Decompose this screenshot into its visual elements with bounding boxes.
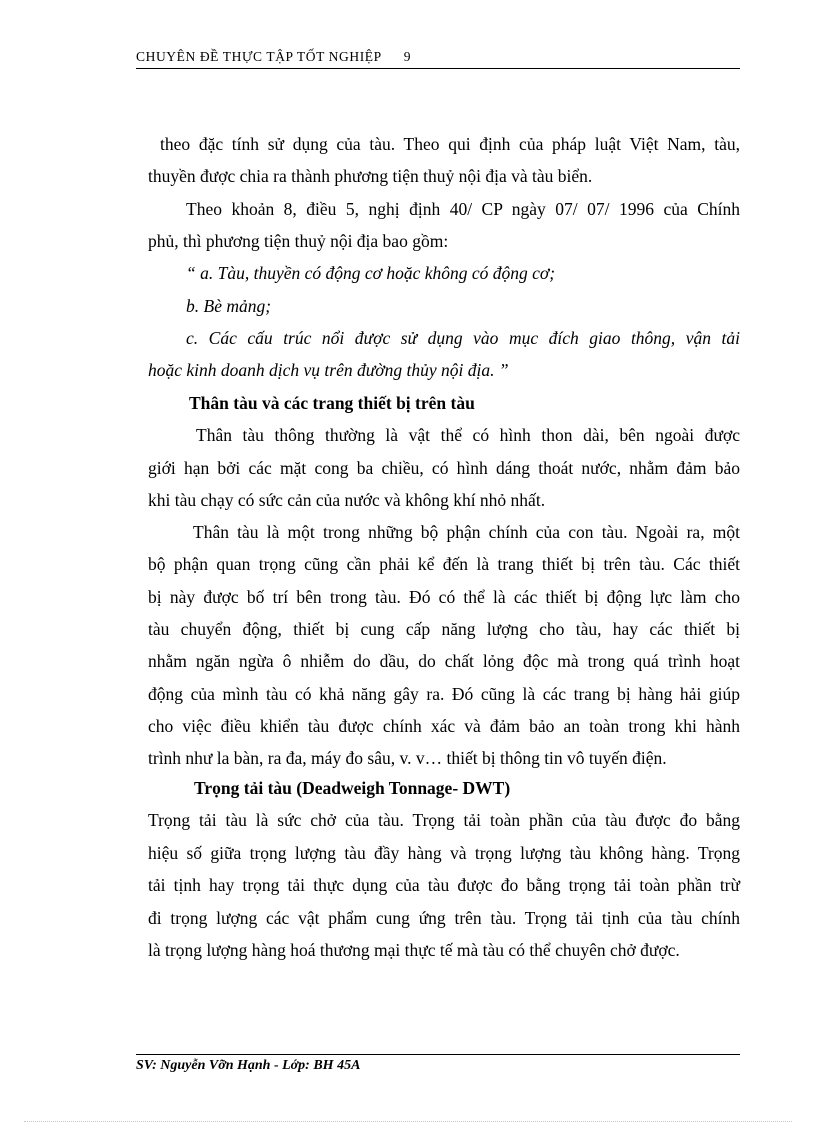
body-line: bộ phận quan trọng cũng cần phải kể đến là trang thiết bị trên tàu. Các thiết [148,554,740,574]
body-line: Thân tàu thông thường là vật thể có hình thon dài, bên ngoài được [196,425,740,445]
quote-line: c. Các cấu trúc nổi được sử dụng vào mục đích giao thông, vận tải [186,328,740,348]
body-line: theo đặc tính sử dụng của tàu. Theo qui định của pháp luật Việt Nam, tàu, [160,134,740,154]
quote-line: hoặc kinh doanh dịch vụ trên đường thủy nội địa. ” [148,360,509,380]
footer-text: SV: Nguyễn Vỡn Hạnh - Lớp: BH 45A [136,1058,361,1073]
body-line: tải tịnh hay trọng tải thực dụng của tàu được đo bằng trọng tải toàn phần trừ [148,875,740,895]
body-line: phủ, thì phương tiện thuỷ nội địa bao gồm: [148,231,449,251]
body-line: hiệu số giữa trọng lượng tàu đầy hàng và trọng lượng tàu không hàng. Trọng [148,843,740,863]
body-line: thuyền được chia ra thành phương tiện thuỷ nội địa và tàu biển. [148,166,593,186]
page-header [136,49,740,69]
body-line: là trọng lượng hàng hoá thương mại thực tế mà tàu có thể chuyên chở được. [148,940,680,960]
quote-line: “ a. Tàu, thuyền có động cơ hoặc không có động cơ; [186,263,556,283]
body-line: động của mình tàu có khả năng gây ra. Đó cũng là các trang bị hàng hải giúp [148,684,740,704]
header-title: CHUYÊN ĐỀ THỰC TẬP TỐT NGHIỆP [136,49,382,64]
body-line: trình như la bàn, ra đa, máy đo sâu, v. v… thiết bị thông tin vô tuyến điện. [148,748,667,768]
body-line: bị này được bố trí bên trong tàu. Đó có thể là các thiết bị động lực làm cho [148,587,740,607]
section-heading: Thân tàu và các trang thiết bị trên tàu [189,393,475,413]
body-line: tàu chuyển động, thiết bị cung cấp năng lượng cho tàu, hay các thiết bị [148,619,740,639]
body-line: Thân tàu là một trong những bộ phận chính của con tàu. Ngoài ra, một [193,522,740,542]
body-line: nhằm ngăn ngừa ô nhiễm do dầu, do chất lỏng độc mà trong quá trình hoạt [148,651,740,671]
body-line: cho việc điều khiển tàu được chính xác và đảm bảo an toàn trong khi hành [148,716,740,736]
section-heading: Trọng tải tàu (Deadweigh Tonnage- DWT) [194,778,511,798]
page-footer [136,1054,740,1074]
body-line: Theo khoản 8, điều 5, nghị định 40/ CP ngày 07/ 07/ 1996 của Chính [186,199,740,219]
page-number: 9 [403,49,412,64]
body-line: giới hạn bởi các mặt cong ba chiều, có hình dáng thoát nước, nhằm đảm bảo [148,458,740,478]
body-line: khi tàu chạy có sức cản của nước và không khí nhỏ nhất. [148,490,546,510]
body-line: đi trọng lượng các vật phẩm cung ứng trên tàu. Trọng tải tịnh của tàu chính [148,908,740,928]
quote-line: b. Bè mảng; [186,296,272,316]
body-line: Trọng tải tàu là sức chở của tàu. Trọng tải toàn phần của tàu được đo bằng [148,810,740,830]
page-bottom-divider [24,1121,792,1122]
